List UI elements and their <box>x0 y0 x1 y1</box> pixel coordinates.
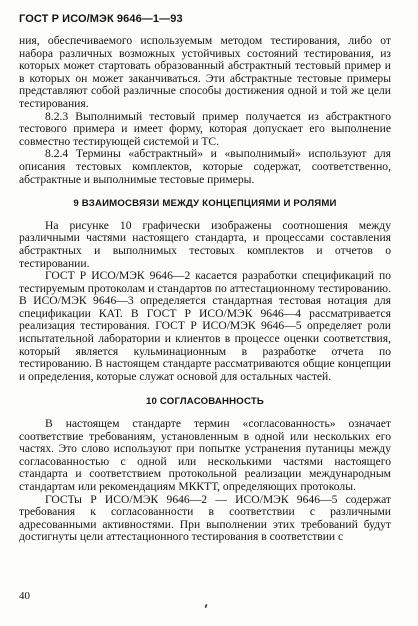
page-body <box>19 35 391 544</box>
scan-speck <box>204 604 207 608</box>
section-10-paragraph-1: В настоящем стандарте термин «согласованность» означает соответствие требованиям, установленным в одной или нескольких его частях. Это слово используют при попытке устранения путаницы между согласованностью с одной или несколькими частями настоящего стандарта и соответствием протокольной реализации международным стандартам или рекомендациям МККТТ, определяющих протоколы. <box>19 417 391 493</box>
paragraph-continuation: ния, обеспечиваемого используемым методом тестирования, либо от набора различных возможных устойчивых состояний тестирования, из которых может стартовать образованный абстрактный тестовый пример и в которых он может заканчиваться. Эти абстрактные тестовые примеры представляют собой различные способы достижения одной и той же цели тестирования. <box>19 34 391 110</box>
section-9-heading: 9 ВЗАИМОСВЯЗИ МЕЖДУ КОНЦЕПЦИЯМИ И РОЛЯМИ <box>73 198 337 210</box>
page-number: 40 <box>19 590 30 602</box>
section-9-paragraph-1: На рисунке 10 графически изображены соотношения между различными частями настоящего стандарта, и процессами составления абстрактных и выполнимых тестовых комплектов и отчетов о тестировании. <box>19 218 391 270</box>
running-header: ГОСТ Р ИСО/МЭК 9646—1—93 <box>19 13 183 25</box>
section-10-heading: 10 СОГЛАСОВАННОСТЬ <box>145 396 264 408</box>
section-10-paragraph-2: ГОСТы Р ИСО/МЭК 9646—2 — ИСО/МЭК 9646—5 содержат требования к согласованности в соответствии с различными адресованными активностями. При выполнении этих требований будут достигнуты цели аттестационного тестирования в соответствии с <box>19 492 391 544</box>
section-9-paragraph-2: ГОСТ Р ИСО/МЭК 9646—2 касается разработки спецификаций по тестируемым протоколам и стандартов по аттестационному тестированию. В ИСО/МЭК 9646—3 определяется стандартная тестовая нотация для спецификации КАТ. В ГОСТ Р ИСО/МЭК 9646—4 рассматривается реализация тестирования. ГОСТ Р ИСО/МЭК 9646—5 определяет роли испытательной лаборатории и клиентов в процессе оценки соответствия, который является кульминационным в разработке отчета по тестированию. В настоящем стандарте рассматриваются общие концепции и определения, которые служат основой для остальных частей. <box>19 269 391 383</box>
paragraph-8-2-3: 8.2.3 Выполнимый тестовый пример получается из абстрактного тестового примера и имеет форму, которая допускает его выполнение совместно тестирующей системой и ТС. <box>19 109 391 148</box>
paragraph-8-2-4: 8.2.4 Термины «абстрактный» и «выполнимый» используют для описания тестовых комплектов, которые содержат, соответственно, абстрактные и выполнимые тестовые примеры. <box>19 147 391 186</box>
